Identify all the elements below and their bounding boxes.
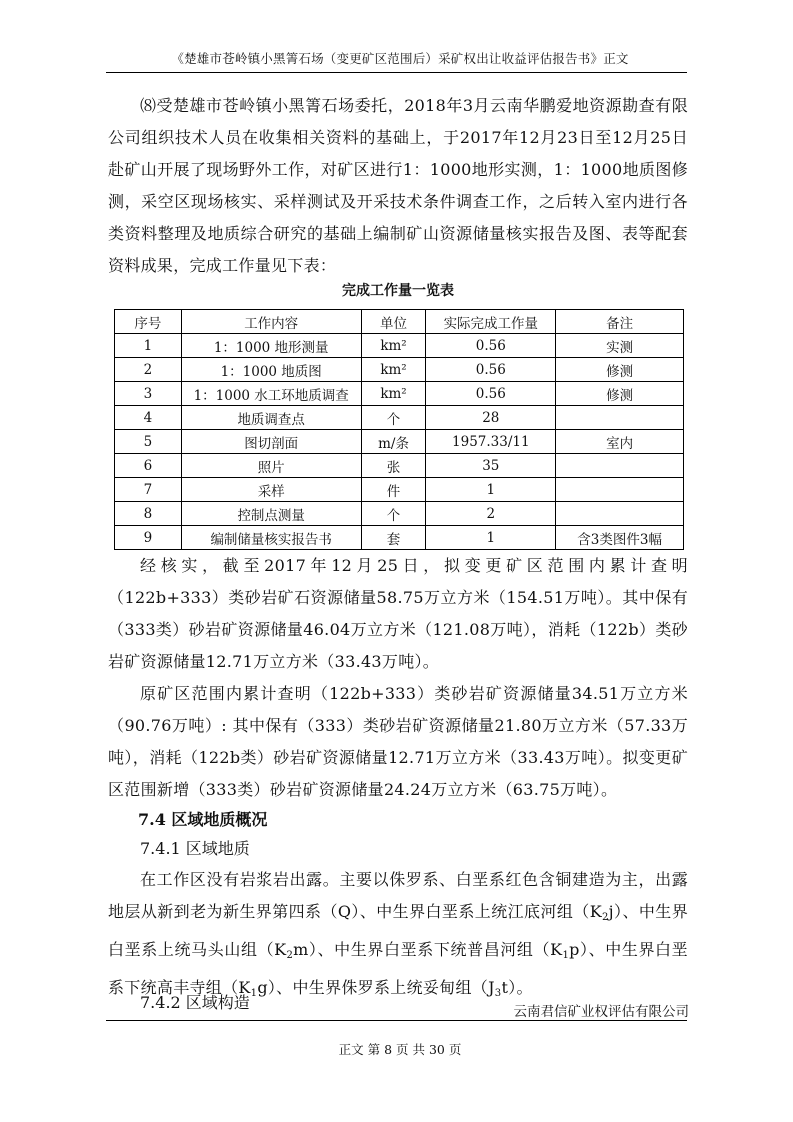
table-row xyxy=(115,454,684,478)
cell-remark: 修测 xyxy=(556,358,684,382)
original-text: 原矿区范围内累计查明（122b+333）类砂岩矿资源储量34.51万立方米（90.76万吨）: 其中保有（333）类砂岩矿资源储量21.80万立方米（57.33万吨），消耗（122b类）砂岩矿资源储量12.71万立方米（33.43万吨）。拟变更矿区范围新增（333类）砂岩矿资源储量24.24万立方米（63.75万吨）。 xyxy=(108,684,688,799)
cell-amount: 2 xyxy=(426,502,556,526)
cell-unit: 张 xyxy=(361,454,426,478)
cell-remark: 室内 xyxy=(556,430,684,454)
intro-paragraph xyxy=(108,90,688,282)
cell-amount: 0.56 xyxy=(426,358,556,382)
cell-amount: 0.56 xyxy=(426,334,556,358)
intro-text: ⑻受楚雄市苍岭镇小黑箐石场委托，2018年3月云南华鹏爱地资源勘查有限公司组织技术人员在收集相关资料的基础上，于2017年12月23日至12月25日赴矿山开展了现场野外工作，对矿区进行1：1000地形实测，1：1000地质图修测，采空区现场核实、采样测试及开采技术条件调查工作，之后转入室内进行各类资料整理及地质综合研究的基础上编制矿山资源储量核实报告及图、表等配套资料成果，完成工作量见下表： xyxy=(108,96,688,275)
cell-index: 1 xyxy=(115,334,182,358)
cell-content: 采样 xyxy=(181,478,361,502)
cell-content: 控制点测量 xyxy=(181,502,361,526)
header-content: 工作内容 xyxy=(181,310,361,334)
table-body xyxy=(115,334,684,550)
cell-content: 地质调查点 xyxy=(181,406,361,430)
cell-unit: 件 xyxy=(361,478,426,502)
table-row xyxy=(115,526,684,550)
footer-page-number: 正文 第 8 页 共 30 页 xyxy=(338,1042,462,1057)
table-row xyxy=(115,334,684,358)
table-row xyxy=(115,502,684,526)
cell-remark: 修测 xyxy=(556,382,684,406)
verified-paragraph xyxy=(108,550,688,678)
cell-unit: km² xyxy=(361,358,426,382)
header-index: 序号 xyxy=(115,310,182,334)
cell-content: 1：1000 水工环地质调查 xyxy=(181,382,361,406)
original-paragraph xyxy=(108,678,688,806)
header-amount: 实际完成工作量 xyxy=(426,310,556,334)
cell-index: 3 xyxy=(115,382,182,406)
cell-index: 9 xyxy=(115,526,182,550)
cell-amount: 1 xyxy=(426,478,556,502)
header-rule xyxy=(106,72,687,73)
section-heading: 7.4 区域地质概况 xyxy=(138,810,268,829)
page-header: 《楚雄市苍岭镇小黑箐石场（变更矿区范围后）采矿权出让收益评估报告书》正文 xyxy=(171,51,629,66)
cell-unit: m/条 xyxy=(361,430,426,454)
table-row xyxy=(115,406,684,430)
cell-remark xyxy=(556,454,684,478)
table-header-row xyxy=(115,310,684,334)
cell-unit: km² xyxy=(361,382,426,406)
cell-content: 1：1000 地形测量 xyxy=(181,334,361,358)
geology-paragraph xyxy=(108,864,688,1010)
cell-index: 7 xyxy=(115,478,182,502)
table-row xyxy=(115,382,684,406)
cell-amount: 1 xyxy=(426,526,556,550)
cell-index: 4 xyxy=(115,406,182,430)
cell-index: 2 xyxy=(115,358,182,382)
cell-amount: 28 xyxy=(426,406,556,430)
header-unit: 单位 xyxy=(361,310,426,334)
cell-amount: 0.56 xyxy=(426,382,556,406)
cell-amount: 35 xyxy=(426,454,556,478)
footer-rule xyxy=(106,1020,687,1021)
cell-content: 图切剖面 xyxy=(181,430,361,454)
table-row xyxy=(115,478,684,502)
subsection-regional-structure: 7.4.2 区域构造 xyxy=(140,993,250,1012)
cell-index: 8 xyxy=(115,502,182,526)
cell-content: 1：1000 地质图 xyxy=(181,358,361,382)
cell-unit: km² xyxy=(361,334,426,358)
cell-remark xyxy=(556,478,684,502)
table-row xyxy=(115,358,684,382)
header-remark: 备注 xyxy=(556,310,684,334)
cell-remark: 含3类图件3幅 xyxy=(556,526,684,550)
workload-table xyxy=(114,309,684,550)
cell-unit: 套 xyxy=(361,526,426,550)
cell-index: 5 xyxy=(115,430,182,454)
table-row xyxy=(115,430,684,454)
cell-content: 照片 xyxy=(181,454,361,478)
table-title: 完成工作量一览表 xyxy=(342,283,454,299)
cell-index: 6 xyxy=(115,454,182,478)
cell-unit: 个 xyxy=(361,406,426,430)
verified-text: 经核实，截至2017年12月25日，拟变更矿区范围内累计查明（122b+333）类砂岩矿石资源储量58.75万立方米（154.51万吨）。其中保有（333类）砂岩矿资源储量46.04万立方米（121.08万吨），消耗（122b）类砂岩矿资源储量12.71万立方米（33.43万吨）。 xyxy=(108,556,688,671)
cell-unit: 个 xyxy=(361,502,426,526)
cell-remark: 实测 xyxy=(556,334,684,358)
subsection-regional-geology: 7.4.1 区域地质 xyxy=(140,839,250,858)
geology-text: 在工作区没有岩浆岩出露。主要以侏罗系、白垩系红色含铜建造为主，出露地层从新到老为新生界第四系（Q）、中生界白垩系上统江底河组$(K_2j)$、中生界白垩系上统马头山组$(K_2m)$、中生界白垩系下统普昌河组$(K_1p)$、中生界白垩系下统高丰寺组$(K_1g)$、中生界侏罗系上统妥甸组$(J_3t)$。 xyxy=(108,870,689,999)
cell-remark xyxy=(556,502,684,526)
cell-content: 编制储量核实报告书 xyxy=(181,526,361,550)
cell-remark xyxy=(556,406,684,430)
footer-company: 云南君信矿业权评估有限公司 xyxy=(513,1004,689,1020)
cell-amount: 1957.33/11 xyxy=(426,430,556,454)
